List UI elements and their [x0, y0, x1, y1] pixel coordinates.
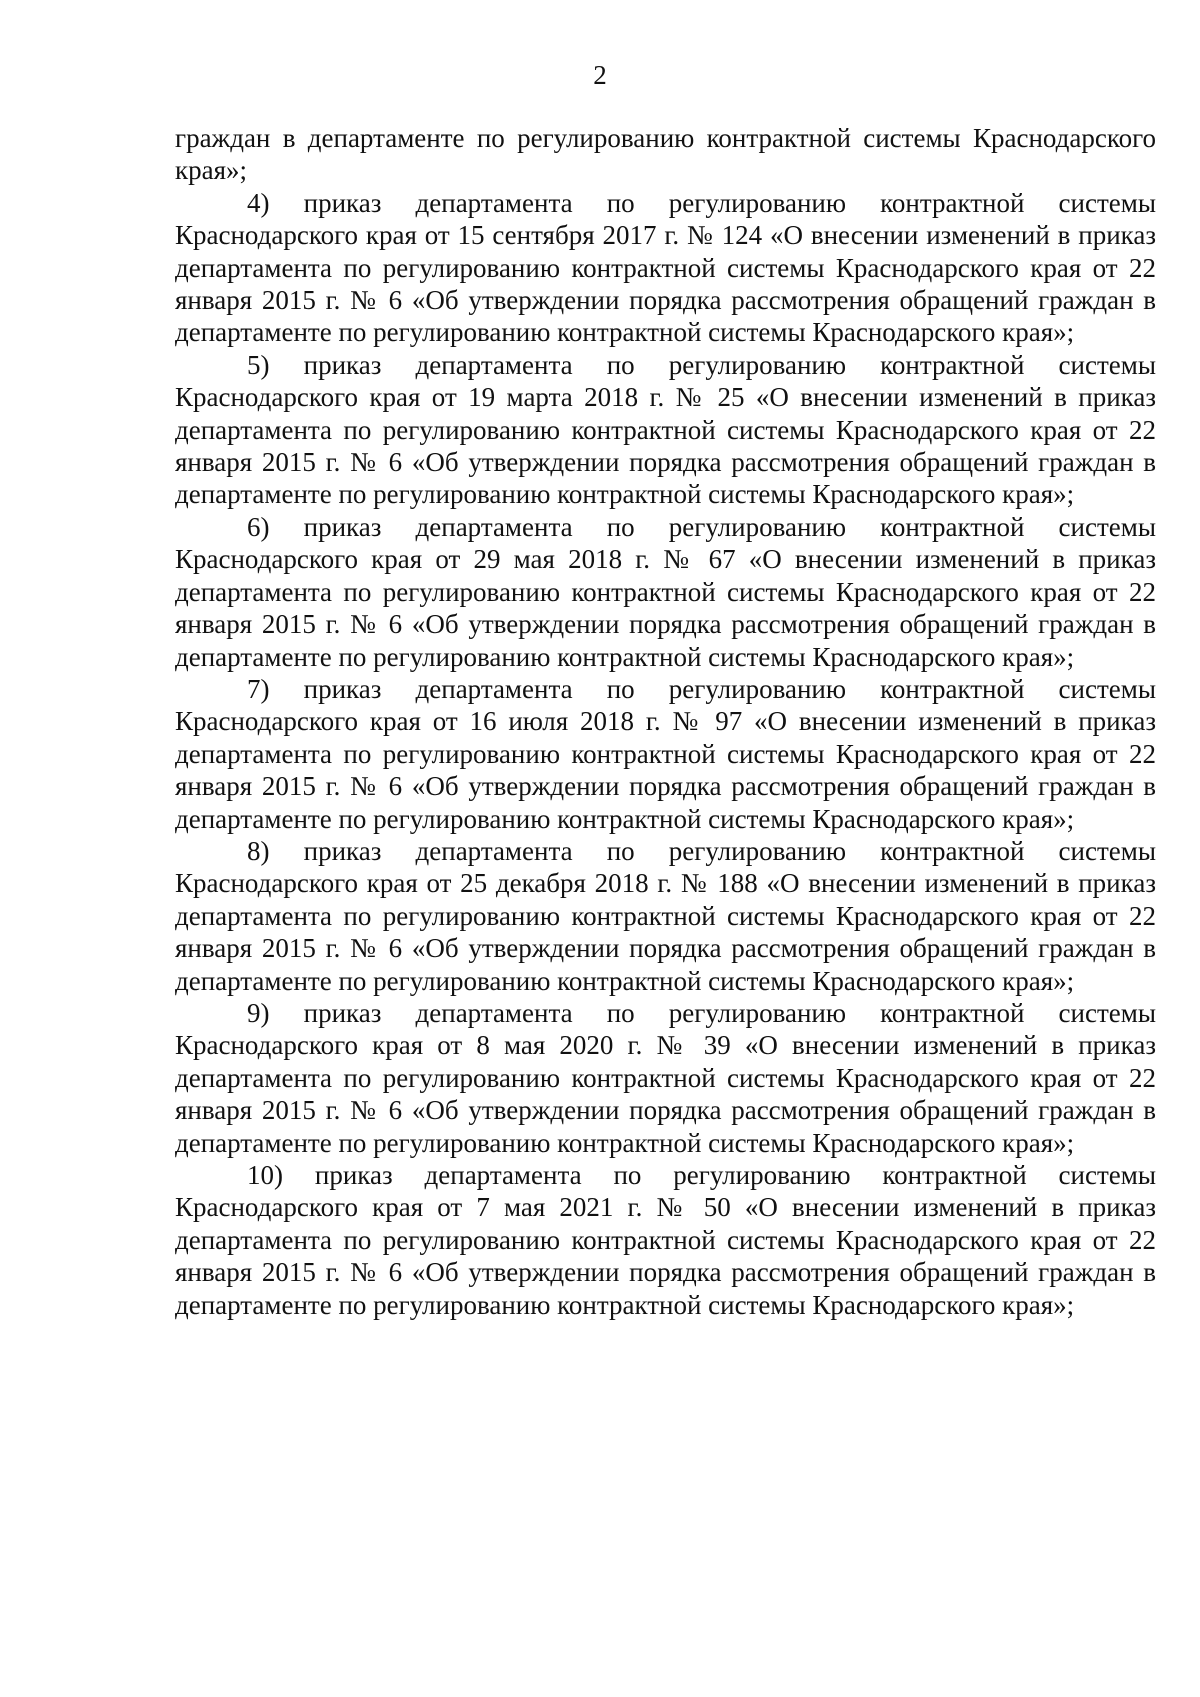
- list-item-7: 7) приказ департамента по регулированию контрактной системы Краснодарского края от 16 июля 2018 г. № 97 «О внесении изменений в приказ департамента по регулированию контрактной системы Краснодарского края от 22 января 2015 г. № 6 «Об утверждении порядка рассмотрения обращений граждан в департаменте по регулированию контрактной системы Краснодарского края»;: [175, 673, 1156, 834]
- list-item-10: 10) приказ департамента по регулированию контрактной системы Краснодарского края от 7 мая 2021 г. № 50 «О внесении изменений в приказ департамента по регулированию контрактной системы Краснодарского края от 22 января 2015 г. № 6 «Об утверждении порядка рассмотрения обращений граждан в департаменте по регулированию контрактной системы Краснодарского края»;: [175, 1160, 1156, 1320]
- document-body: [175, 122, 1156, 1321]
- paragraph-continuation: граждан в департаменте по регулированию контрактной системы Краснодарского края»;: [175, 123, 1156, 186]
- list-item-4: 4) приказ департамента по регулированию контрактной системы Краснодарского края от 15 сентября 2017 г. № 124 «О внесении изменений в приказ департамента по регулированию контрактной системы Краснодарского края от 22 января 2015 г. № 6 «Об утверждении порядка рассмотрения обращений граждан в департаменте по регулированию контрактной системы Краснодарского края»;: [175, 187, 1156, 348]
- list-item-9: 9) приказ департамента по регулированию контрактной системы Краснодарского края от 8 мая 2020 г. № 39 «О внесении изменений в приказ департамента по регулированию контрактной системы Краснодарского края от 22 января 2015 г. № 6 «Об утверждении порядка рассмотрения обращений граждан в департаменте по регулированию контрактной системы Краснодарского края»;: [175, 997, 1156, 1158]
- list-item-8: 8) приказ департамента по регулированию контрактной системы Краснодарского края от 25 декабря 2018 г. № 188 «О внесении изменений в приказ департамента по регулированию контрактной системы Краснодарского края от 22 января 2015 г. № 6 «Об утверждении порядка рассмотрения обращений граждан в департаменте по регулированию контрактной системы Краснодарского края»;: [175, 835, 1156, 996]
- list-item-6: 6) приказ департамента по регулированию контрактной системы Краснодарского края от 29 мая 2018 г. № 67 «О внесении изменений в приказ департамента по регулированию контрактной системы Краснодарского края от 22 января 2015 г. № 6 «Об утверждении порядка рассмотрения обращений граждан в департаменте по регулированию контрактной системы Краснодарского края»;: [175, 511, 1156, 672]
- list-item-5: 5) приказ департамента по регулированию контрактной системы Краснодарского края от 19 марта 2018 г. № 25 «О внесении изменений в приказ департамента по регулированию контрактной системы Краснодарского края от 22 января 2015 г. № 6 «Об утверждении порядка рассмотрения обращений граждан в департаменте по регулированию контрактной системы Краснодарского края»;: [175, 349, 1156, 510]
- page-number: 2: [593, 60, 607, 90]
